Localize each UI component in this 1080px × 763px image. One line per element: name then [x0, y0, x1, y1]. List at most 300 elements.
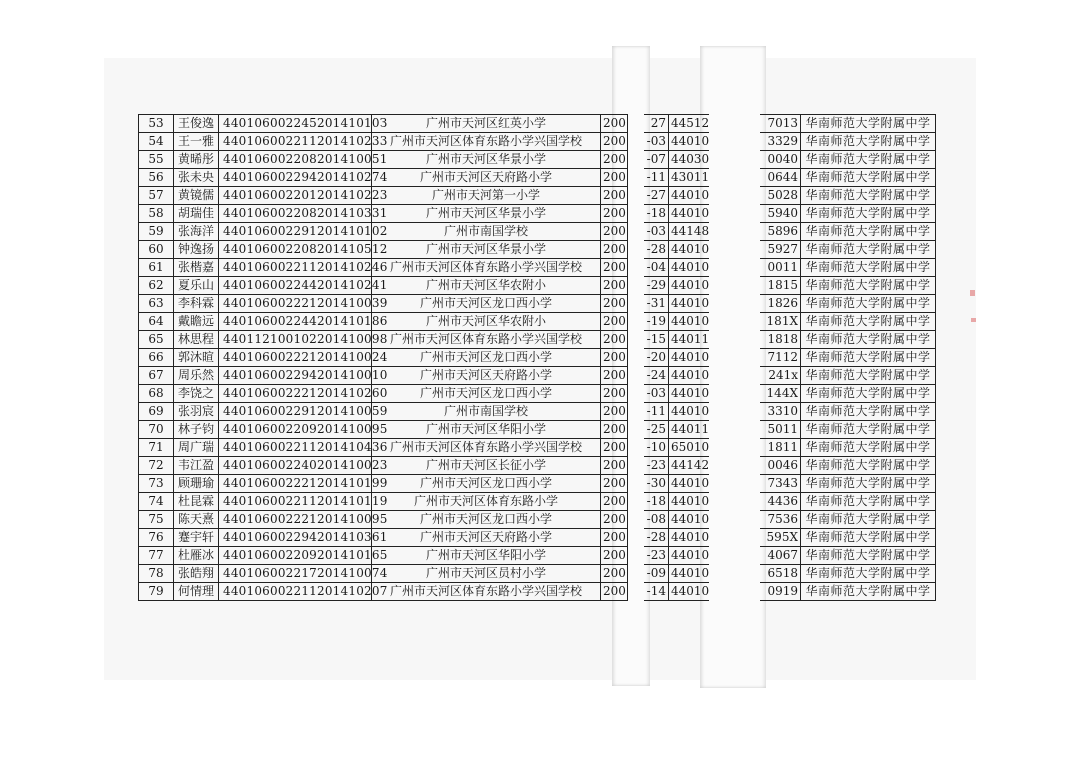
admitted-school: 华南师范大学附属中学	[801, 133, 936, 151]
school-name: 广州市天河区龙口西小学	[372, 385, 601, 403]
table-row	[760, 529, 936, 547]
birth-fragment: 200	[601, 205, 628, 223]
table-row	[139, 529, 628, 547]
admitted-school: 华南师范大学附属中学	[801, 529, 936, 547]
row-number: 72	[139, 457, 174, 475]
student-id: 440106002221201410024	[219, 349, 372, 367]
birth-day-fragment: -15	[644, 331, 669, 349]
school-name: 广州市天河区华景小学	[372, 151, 601, 169]
id-card-tail: 0919	[760, 583, 801, 601]
birth-day-fragment: -04	[644, 259, 669, 277]
table-row	[644, 493, 709, 511]
table-row	[644, 367, 709, 385]
school-name: 广州市南国学校	[372, 223, 601, 241]
table-row	[139, 187, 628, 205]
table-row	[760, 349, 936, 367]
table-row	[644, 547, 709, 565]
birth-day-fragment: -10	[644, 439, 669, 457]
id-card-tail: 1818	[760, 331, 801, 349]
student-table-left	[138, 114, 626, 601]
birth-fragment: 200	[601, 349, 628, 367]
birth-day-fragment: -24	[644, 367, 669, 385]
school-name: 广州市天河区华景小学	[372, 241, 601, 259]
school-name: 广州市天河第一小学	[372, 187, 601, 205]
id-card-fragment: 44010	[669, 205, 710, 223]
student-name: 张羽宸	[174, 403, 219, 421]
school-name: 广州市天河区长征小学	[372, 457, 601, 475]
birth-fragment: 200	[601, 403, 628, 421]
admitted-school: 华南师范大学附属中学	[801, 331, 936, 349]
birth-day-fragment: -27	[644, 187, 669, 205]
table-row	[139, 565, 628, 583]
birth-fragment: 200	[601, 151, 628, 169]
row-number: 68	[139, 385, 174, 403]
student-name: 蹇宇轩	[174, 529, 219, 547]
school-name: 广州市天河区龙口西小学	[372, 349, 601, 367]
table-row	[139, 115, 628, 133]
student-id: 440106002294201410274	[219, 169, 372, 187]
student-name: 张楷嘉	[174, 259, 219, 277]
school-name: 广州市天河区员村小学	[372, 565, 601, 583]
birth-day-fragment: -29	[644, 277, 669, 295]
school-name: 广州市天河区体育东路小学兴国学校	[372, 133, 601, 151]
birth-fragment: 200	[601, 475, 628, 493]
admitted-school: 华南师范大学附属中学	[801, 403, 936, 421]
table-row	[644, 169, 709, 187]
table-row	[760, 511, 936, 529]
admitted-school: 华南师范大学附属中学	[801, 277, 936, 295]
birth-day-fragment: -19	[644, 313, 669, 331]
admitted-school: 华南师范大学附属中学	[801, 205, 936, 223]
table-row	[644, 187, 709, 205]
birth-day-fragment: -14	[644, 583, 669, 601]
table-row	[139, 241, 628, 259]
table-row	[644, 115, 709, 133]
table-row	[644, 277, 709, 295]
birth-fragment: 200	[601, 421, 628, 439]
admitted-school: 华南师范大学附属中学	[801, 583, 936, 601]
student-id: 440106002211201410207	[219, 583, 372, 601]
student-id: 440106002208201410051	[219, 151, 372, 169]
table-row	[760, 475, 936, 493]
birth-day-fragment: -23	[644, 457, 669, 475]
birth-fragment: 200	[601, 547, 628, 565]
table-row	[139, 259, 628, 277]
school-name: 广州市天河区华景小学	[372, 205, 601, 223]
table-row	[139, 403, 628, 421]
birth-fragment: 200	[601, 133, 628, 151]
id-card-tail: 181X	[760, 313, 801, 331]
table-row	[139, 151, 628, 169]
student-id: 440106002208201410331	[219, 205, 372, 223]
student-name: 周广瑞	[174, 439, 219, 457]
row-number: 58	[139, 205, 174, 223]
birth-day-fragment: -03	[644, 223, 669, 241]
id-card-tail: 0046	[760, 457, 801, 475]
student-name: 何情理	[174, 583, 219, 601]
table-row	[644, 421, 709, 439]
table-row	[644, 565, 709, 583]
table-row	[760, 133, 936, 151]
student-name: 张未央	[174, 169, 219, 187]
table-row	[644, 331, 709, 349]
student-table-right	[760, 114, 932, 601]
birth-fragment: 200	[601, 565, 628, 583]
birth-fragment: 200	[601, 529, 628, 547]
birth-day-fragment: 27	[644, 115, 669, 133]
school-name: 广州市天河区天府路小学	[372, 367, 601, 385]
table-row	[760, 493, 936, 511]
admitted-school: 华南师范大学附属中学	[801, 367, 936, 385]
row-number: 65	[139, 331, 174, 349]
table-row	[139, 493, 628, 511]
admitted-school: 华南师范大学附属中学	[801, 475, 936, 493]
school-name: 广州市天河区红英小学	[372, 115, 601, 133]
birth-day-fragment: -09	[644, 565, 669, 583]
birth-day-fragment: -28	[644, 529, 669, 547]
id-card-tail: 5028	[760, 187, 801, 205]
table-row	[644, 241, 709, 259]
student-name: 杜昆霖	[174, 493, 219, 511]
row-number: 61	[139, 259, 174, 277]
birth-day-fragment: -07	[644, 151, 669, 169]
table-row	[760, 241, 936, 259]
admitted-school: 华南师范大学附属中学	[801, 547, 936, 565]
id-card-fragment: 44512	[669, 115, 710, 133]
id-card-fragment: 44010	[669, 313, 710, 331]
table-row	[139, 331, 628, 349]
birth-fragment: 200	[601, 277, 628, 295]
table-row	[644, 457, 709, 475]
school-name: 广州市天河区体育东路小学兴国学校	[372, 583, 601, 601]
red-stamp-mark	[971, 318, 976, 322]
id-card-tail: 241x	[760, 367, 801, 385]
table-row	[644, 295, 709, 313]
birth-fragment: 200	[601, 223, 628, 241]
id-card-tail: 595X	[760, 529, 801, 547]
red-stamp-mark	[970, 290, 975, 296]
table-row	[760, 205, 936, 223]
admitted-school: 华南师范大学附属中学	[801, 187, 936, 205]
id-card-fragment: 43011	[669, 169, 710, 187]
student-name: 周乐然	[174, 367, 219, 385]
admitted-school: 华南师范大学附属中学	[801, 223, 936, 241]
row-number: 63	[139, 295, 174, 313]
admitted-school: 华南师范大学附属中学	[801, 439, 936, 457]
id-card-fragment: 44010	[669, 133, 710, 151]
table-row	[139, 547, 628, 565]
table-row	[139, 223, 628, 241]
table-row	[139, 439, 628, 457]
row-number: 79	[139, 583, 174, 601]
row-number: 70	[139, 421, 174, 439]
id-card-tail: 3310	[760, 403, 801, 421]
id-card-tail: 4436	[760, 493, 801, 511]
table-row	[139, 277, 628, 295]
student-name: 黄镜儒	[174, 187, 219, 205]
student-id: 440106002211201410119	[219, 493, 372, 511]
table-row	[139, 421, 628, 439]
birth-day-fragment: -28	[644, 241, 669, 259]
birth-day-fragment: -11	[644, 403, 669, 421]
table-row	[760, 259, 936, 277]
table-row	[139, 295, 628, 313]
admitted-school: 华南师范大学附属中学	[801, 313, 936, 331]
birth-fragment: 200	[601, 241, 628, 259]
id-card-tail: 0644	[760, 169, 801, 187]
student-table-middle	[644, 114, 710, 601]
student-name: 郭沐暄	[174, 349, 219, 367]
school-name: 广州市天河区龙口西小学	[372, 475, 601, 493]
id-card-fragment: 44010	[669, 277, 710, 295]
id-card-tail: 1811	[760, 439, 801, 457]
id-card-fragment: 44010	[669, 565, 710, 583]
table-row	[139, 457, 628, 475]
student-name: 杜雁冰	[174, 547, 219, 565]
table-row	[760, 223, 936, 241]
admitted-school: 华南师范大学附属中学	[801, 421, 936, 439]
school-name: 广州市天河区华阳小学	[372, 547, 601, 565]
row-number: 74	[139, 493, 174, 511]
student-id: 440106002217201410074	[219, 565, 372, 583]
id-card-fragment: 44010	[669, 367, 710, 385]
birth-fragment: 200	[601, 313, 628, 331]
table-row	[760, 385, 936, 403]
birth-fragment: 200	[601, 187, 628, 205]
school-name: 广州市天河区龙口西小学	[372, 295, 601, 313]
table-row	[644, 151, 709, 169]
row-number: 59	[139, 223, 174, 241]
row-number: 73	[139, 475, 174, 493]
student-id: 440106002211201410436	[219, 439, 372, 457]
row-number: 78	[139, 565, 174, 583]
id-card-fragment: 44010	[669, 295, 710, 313]
birth-fragment: 200	[601, 259, 628, 277]
birth-day-fragment: -20	[644, 349, 669, 367]
student-name: 王一雅	[174, 133, 219, 151]
table-row	[644, 223, 709, 241]
table-row	[139, 349, 628, 367]
school-name: 广州市天河区龙口西小学	[372, 511, 601, 529]
student-name: 夏乐山	[174, 277, 219, 295]
student-name: 韦江盈	[174, 457, 219, 475]
student-name: 李饶之	[174, 385, 219, 403]
table-row	[760, 115, 936, 133]
table-row	[760, 331, 936, 349]
admitted-school: 华南师范大学附属中学	[801, 511, 936, 529]
row-number: 57	[139, 187, 174, 205]
table-row	[760, 277, 936, 295]
birth-fragment: 200	[601, 169, 628, 187]
student-id: 440106002294201410010	[219, 367, 372, 385]
student-id: 440106002208201410512	[219, 241, 372, 259]
id-card-fragment: 44010	[669, 259, 710, 277]
id-card-tail: 5927	[760, 241, 801, 259]
student-name: 张海洋	[174, 223, 219, 241]
row-number: 77	[139, 547, 174, 565]
row-number: 64	[139, 313, 174, 331]
student-name: 顾珊瑜	[174, 475, 219, 493]
student-id: 440106002221201410039	[219, 295, 372, 313]
student-name: 钟逸扬	[174, 241, 219, 259]
admitted-school: 华南师范大学附属中学	[801, 295, 936, 313]
school-name: 广州市天河区体育东路小学兴国学校	[372, 439, 601, 457]
row-number: 55	[139, 151, 174, 169]
student-name: 林思程	[174, 331, 219, 349]
row-number: 53	[139, 115, 174, 133]
table-row	[760, 583, 936, 601]
paper-fold-right	[700, 46, 766, 688]
school-name: 广州市天河区体育东路小学兴国学校	[372, 331, 601, 349]
table-row	[644, 403, 709, 421]
birth-fragment: 200	[601, 367, 628, 385]
birth-day-fragment: -11	[644, 169, 669, 187]
admitted-school: 华南师范大学附属中学	[801, 493, 936, 511]
table-row	[760, 565, 936, 583]
table-row	[760, 169, 936, 187]
id-card-fragment: 44010	[669, 403, 710, 421]
birth-day-fragment: -25	[644, 421, 669, 439]
table-row	[139, 169, 628, 187]
birth-fragment: 200	[601, 385, 628, 403]
table-row	[644, 313, 709, 331]
student-id: 440106002211201410246	[219, 259, 372, 277]
row-number: 66	[139, 349, 174, 367]
school-name: 广州市天河区华农附小	[372, 277, 601, 295]
student-id: 44010600224520141010З	[219, 115, 372, 133]
table-row	[644, 439, 709, 457]
table-row	[139, 511, 628, 529]
admitted-school: 华南师范大学附属中学	[801, 385, 936, 403]
id-card-fragment: 65010	[669, 439, 710, 457]
table-row	[760, 457, 936, 475]
school-name: 广州市南国学校	[372, 403, 601, 421]
admitted-school: 华南师范大学附属中学	[801, 349, 936, 367]
id-card-tail: 7013	[760, 115, 801, 133]
student-id: 440106002291201410102	[219, 223, 372, 241]
row-number: 75	[139, 511, 174, 529]
school-name: 广州市天河区华农附小	[372, 313, 601, 331]
id-card-fragment: 44030	[669, 151, 710, 169]
student-name: 王俊逸	[174, 115, 219, 133]
row-number: 54	[139, 133, 174, 151]
student-id: 440106002221201410095	[219, 511, 372, 529]
admitted-school: 华南师范大学附属中学	[801, 169, 936, 187]
id-card-fragment: 44010	[669, 241, 710, 259]
id-card-fragment: 44010	[669, 583, 710, 601]
table-row	[139, 475, 628, 493]
admitted-school: 华南师范大学附属中学	[801, 259, 936, 277]
row-number: 67	[139, 367, 174, 385]
id-card-fragment: 44011	[669, 421, 710, 439]
row-number: 71	[139, 439, 174, 457]
student-id: 440106002211201410233	[219, 133, 372, 151]
id-card-tail: 5896	[760, 223, 801, 241]
student-id: 440106002201201410223	[219, 187, 372, 205]
admitted-school: 华南师范大学附属中学	[801, 565, 936, 583]
id-card-tail: 1815	[760, 277, 801, 295]
id-card-tail: 144X	[760, 385, 801, 403]
id-card-tail: 6518	[760, 565, 801, 583]
student-id: 440106002221201410199	[219, 475, 372, 493]
birth-fragment: 200	[601, 295, 628, 313]
birth-day-fragment: -18	[644, 493, 669, 511]
student-name: 林子钧	[174, 421, 219, 439]
admitted-school: 华南师范大学附属中学	[801, 457, 936, 475]
birth-day-fragment: -18	[644, 205, 669, 223]
table-row	[139, 583, 628, 601]
id-card-tail: 7343	[760, 475, 801, 493]
row-number: 69	[139, 403, 174, 421]
school-name: 广州市天河区天府路小学	[372, 169, 601, 187]
table-row	[644, 583, 709, 601]
student-id: 440106002221201410260	[219, 385, 372, 403]
student-id: 440112100102201410098	[219, 331, 372, 349]
birth-day-fragment: -03	[644, 385, 669, 403]
id-card-tail: 1826	[760, 295, 801, 313]
table-row	[760, 421, 936, 439]
student-id: 440106002291201410059	[219, 403, 372, 421]
row-number: 76	[139, 529, 174, 547]
id-card-fragment: 44010	[669, 349, 710, 367]
student-name: 陈天熹	[174, 511, 219, 529]
birth-fragment: 200	[601, 511, 628, 529]
id-card-fragment: 44011	[669, 331, 710, 349]
id-card-tail: 7112	[760, 349, 801, 367]
school-name: 广州市天河区体育东路小学兴国学校	[372, 259, 601, 277]
birth-day-fragment: -23	[644, 547, 669, 565]
school-name: 广州市天河区体育东路小学	[372, 493, 601, 511]
table-row	[760, 547, 936, 565]
table-row	[760, 151, 936, 169]
student-id: 440106002244201410186	[219, 313, 372, 331]
table-row	[644, 133, 709, 151]
id-card-fragment: 44010	[669, 385, 710, 403]
table-row	[760, 367, 936, 385]
id-card-fragment: 44142	[669, 457, 710, 475]
id-card-fragment: 44010	[669, 511, 710, 529]
id-card-fragment: 44010	[669, 493, 710, 511]
birth-day-fragment: -30	[644, 475, 669, 493]
id-card-tail: 5011	[760, 421, 801, 439]
table-row	[139, 133, 628, 151]
student-name: 黄晞彤	[174, 151, 219, 169]
student-id: 440106002240201410023	[219, 457, 372, 475]
student-id: 440106002244201410241	[219, 277, 372, 295]
id-card-fragment: 44010	[669, 529, 710, 547]
id-card-tail: 5940	[760, 205, 801, 223]
birth-fragment: 200	[601, 331, 628, 349]
row-number: 60	[139, 241, 174, 259]
table-row	[760, 439, 936, 457]
admitted-school: 华南师范大学附属中学	[801, 241, 936, 259]
student-name: 李科霖	[174, 295, 219, 313]
birth-fragment: 200	[601, 457, 628, 475]
row-number: 56	[139, 169, 174, 187]
birth-fragment: 200	[601, 583, 628, 601]
table-row	[760, 295, 936, 313]
table-row	[644, 511, 709, 529]
id-card-tail: 7536	[760, 511, 801, 529]
id-card-tail: 0040	[760, 151, 801, 169]
birth-fragment: 200	[601, 493, 628, 511]
student-name: 胡瑞佳	[174, 205, 219, 223]
student-id: 440106002209201410165	[219, 547, 372, 565]
birth-fragment: 200	[601, 439, 628, 457]
student-name: 张皓翔	[174, 565, 219, 583]
table-row	[644, 205, 709, 223]
table-row	[760, 187, 936, 205]
